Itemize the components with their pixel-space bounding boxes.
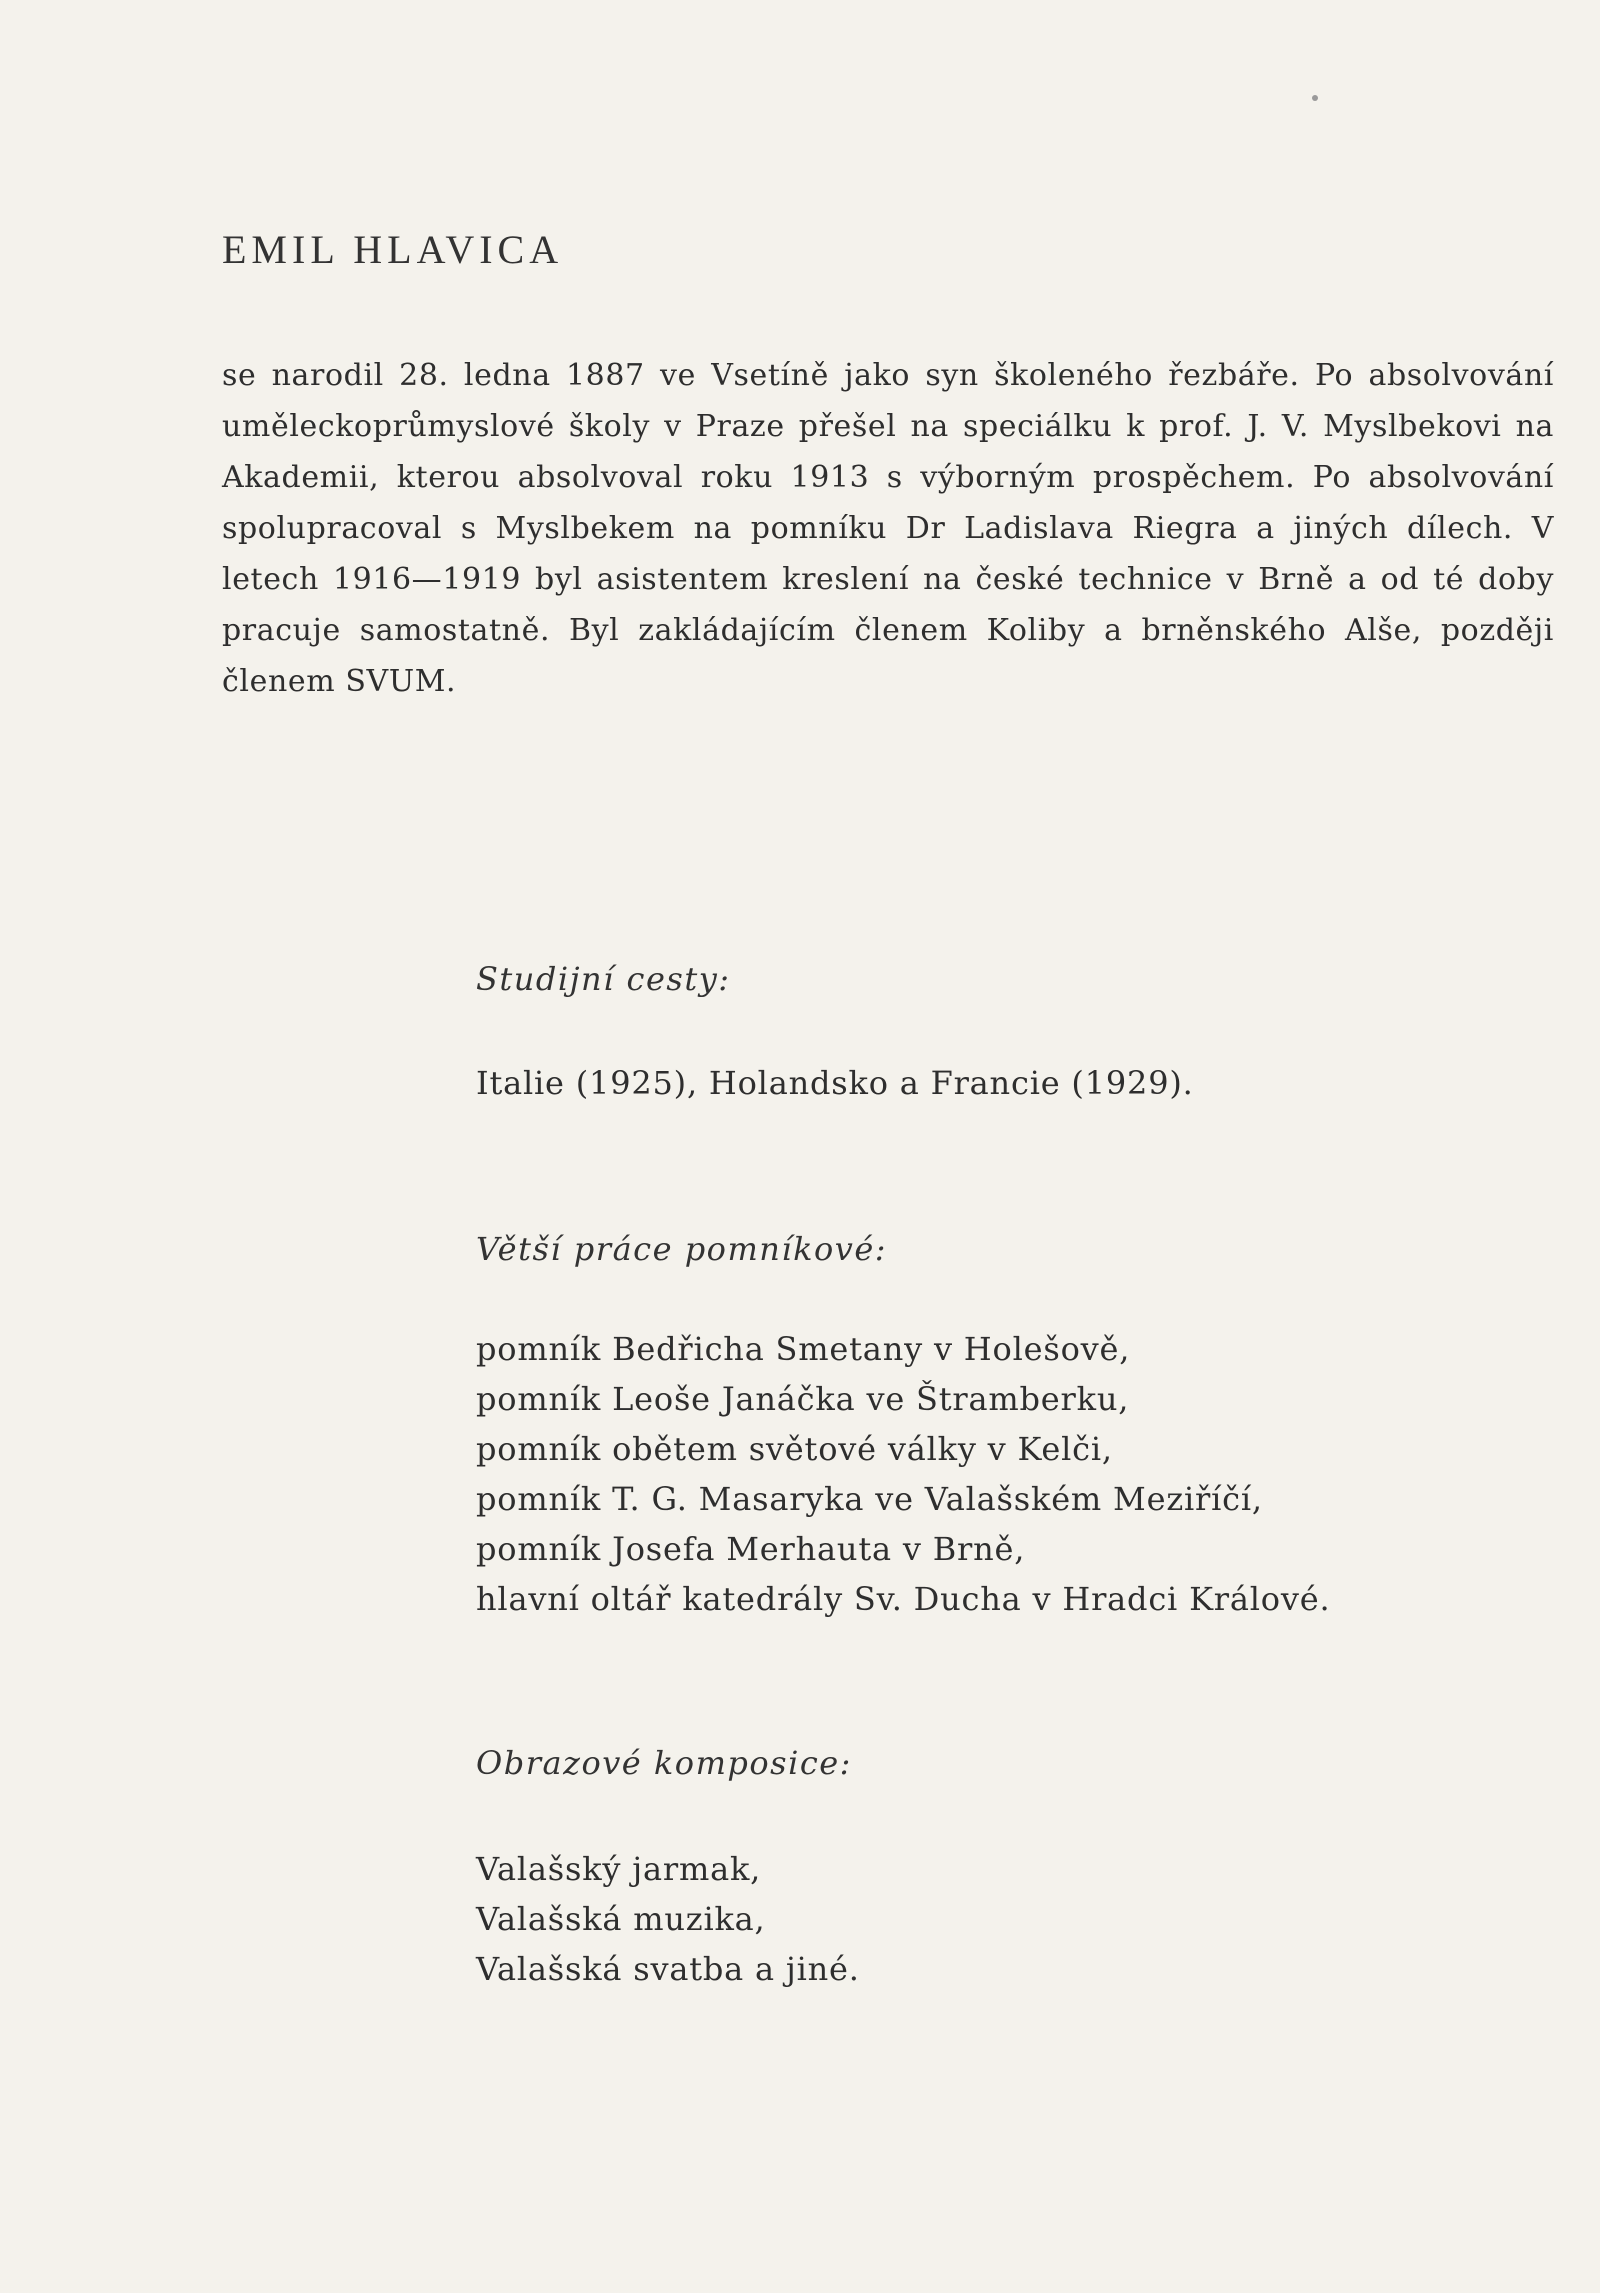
monuments-list xyxy=(476,1324,1330,1624)
biography-line: k prof. J. V. Myslbekovi na Akademii, kterou absolvoval roku 1913 xyxy=(222,409,1554,495)
paper-speck xyxy=(1312,95,1318,101)
monuments-heading: Větší práce pomníkové: xyxy=(476,1230,888,1268)
biography-line: se narodil 28. ledna 1887 ve Vsetíně jako syn školeného řezbáře. Po xyxy=(222,358,1354,393)
list-item: Valašská muzika, xyxy=(476,1900,766,1938)
list-item: pomník Leoše Janáčka ve Štramberku, xyxy=(476,1380,1130,1418)
compositions-list xyxy=(476,1844,860,1994)
study-trips-heading: Studijní cesty: xyxy=(476,960,731,998)
biography-line: později členem SVUM. xyxy=(222,613,1555,699)
biography-line: byl asistentem kreslení na české technice v Brně a od té doby pracuje xyxy=(222,562,1554,648)
artist-name: EMIL HLAVICA xyxy=(222,227,564,272)
biography-line: s výborným prospěchem. Po absolvování spolupracoval s Myslbekem xyxy=(222,460,1555,546)
study-trips-text: Italie (1925), Holandsko a Francie (1929). xyxy=(476,1064,1194,1102)
list-item: pomník Bedřicha Smetany v Holešově, xyxy=(476,1330,1131,1368)
list-item: Valašská svatba a jiné. xyxy=(476,1950,860,1988)
biography-line: na pomníku Dr Ladislava Riegra a jiných dílech. V letech 1916—1919 xyxy=(222,511,1555,597)
list-item: hlavní oltář katedrály Sv. Ducha v Hradci Králové. xyxy=(476,1580,1331,1618)
biography-line: samostatně. Byl zakládajícím členem Koliby a brněnského Alše, xyxy=(359,613,1422,648)
compositions-heading: Obrazové komposice: xyxy=(476,1744,852,1782)
list-item: Valašský jarmak, xyxy=(476,1850,762,1888)
biography-paragraph xyxy=(222,350,1554,707)
biography-line: absolvování uměleckoprůmyslové školy v Praze přešel na speciálku xyxy=(222,358,1554,444)
list-item: pomník obětem světové války v Kelči, xyxy=(476,1430,1113,1468)
study-trips-list xyxy=(476,1058,1194,1108)
list-item: pomník Josefa Merhauta v Brně, xyxy=(476,1530,1026,1568)
list-item: pomník T. G. Masaryka ve Valašském Meziříčí, xyxy=(476,1480,1263,1518)
